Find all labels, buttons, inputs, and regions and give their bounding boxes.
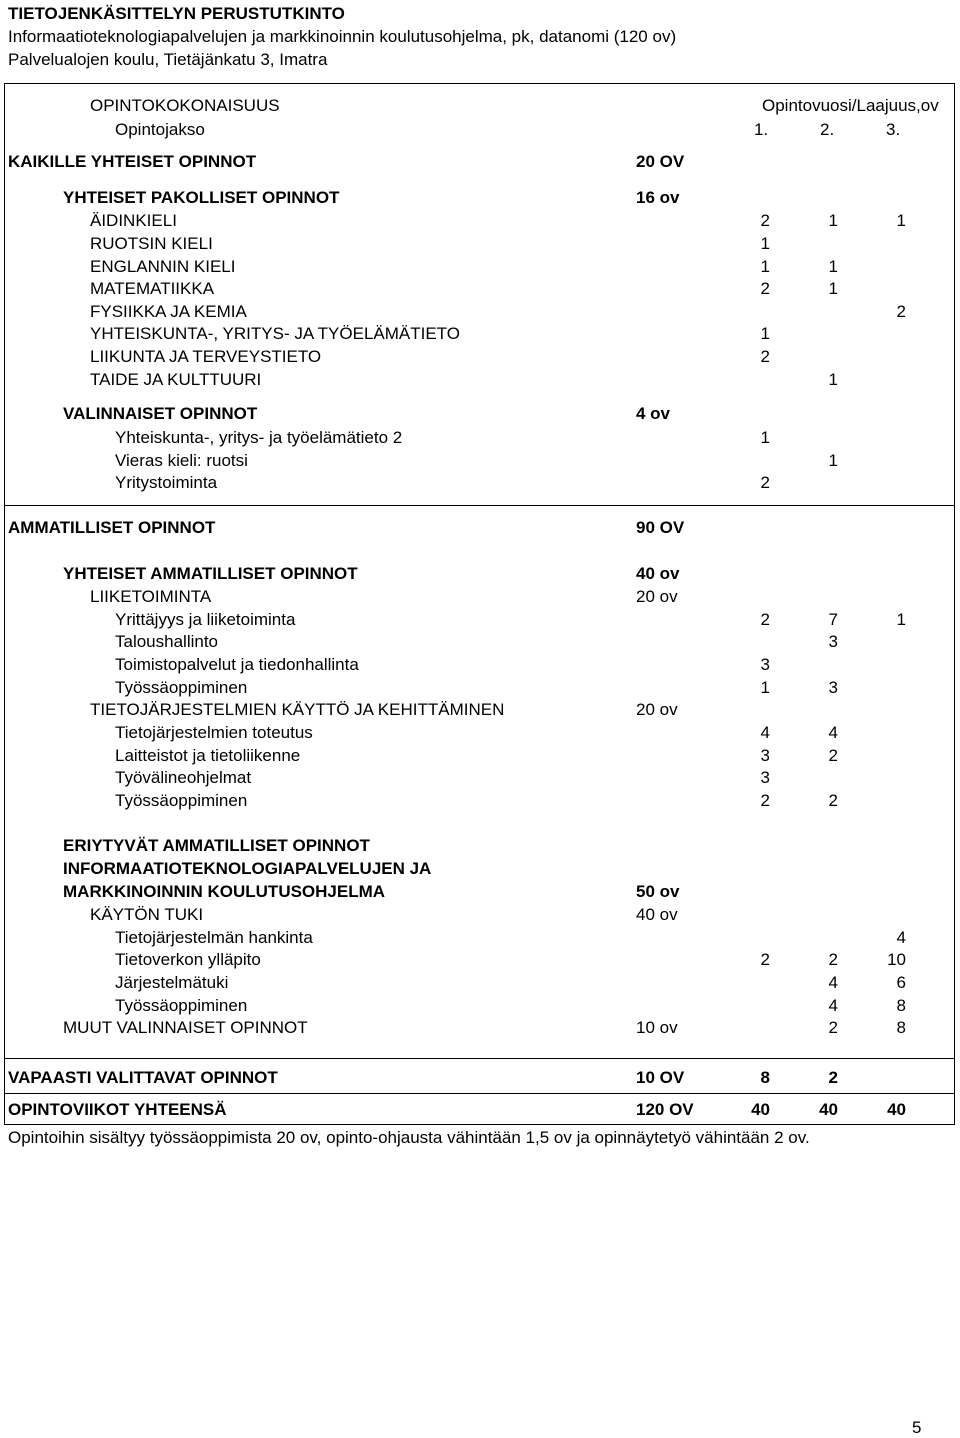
course-label: Tietojärjestelmien toteutus bbox=[115, 723, 313, 742]
scope-value: 50 ov bbox=[636, 882, 680, 901]
course-label: Yhteiskunta-, yritys- ja työelämätieto 2 bbox=[115, 428, 403, 447]
course-label: LIIKUNTA JA TERVEYSTIETO bbox=[90, 347, 322, 366]
year-2-value: 2 bbox=[828, 950, 838, 969]
subsection-label: YHTEISET PAKOLLISET OPINNOT bbox=[63, 188, 340, 207]
year-1-value: 8 bbox=[760, 1068, 770, 1087]
column-header-course: Opintojakso bbox=[115, 120, 205, 139]
year-3-value: 8 bbox=[896, 996, 906, 1015]
footnote: Opintoihin sisältyy työssäoppimista 20 ov, opinto-ohjausta vähintään 1,5 ov ja opinnäytetyö vähintään 2 ov. bbox=[8, 1128, 810, 1147]
year-2-value: 1 bbox=[828, 370, 838, 389]
module-label: LIIKETOIMINTA bbox=[90, 587, 212, 606]
year-3-value: 8 bbox=[896, 1018, 906, 1037]
year-2-value: 7 bbox=[828, 610, 838, 629]
year-1-value: 2 bbox=[760, 791, 770, 810]
year-1-value: 2 bbox=[760, 211, 770, 230]
table-divider bbox=[4, 505, 955, 506]
year-2-value: 1 bbox=[828, 257, 838, 276]
column-header-year-2: 2. bbox=[820, 120, 835, 139]
scope-value: 40 ov bbox=[636, 905, 678, 924]
year-1-value: 40 bbox=[751, 1100, 770, 1119]
course-label: Tietojärjestelmän hankinta bbox=[115, 928, 313, 947]
course-label: Taloushallinto bbox=[115, 632, 219, 651]
year-2-value: 2 bbox=[828, 791, 838, 810]
year-1-value: 3 bbox=[760, 768, 770, 787]
scope-value: 10 OV bbox=[636, 1068, 685, 1087]
column-header-year-3: 3. bbox=[886, 120, 901, 139]
course-label: RUOTSIN KIELI bbox=[90, 234, 213, 253]
column-header-module: OPINTOKOKONAISUUS bbox=[90, 96, 280, 115]
course-label: Järjestelmätuki bbox=[115, 973, 229, 992]
section-label: KAIKILLE YHTEISET OPINNOT bbox=[8, 152, 257, 171]
scope-value: 16 ov bbox=[636, 188, 680, 207]
year-1-value: 2 bbox=[760, 473, 770, 492]
total-label: OPINTOVIIKOT YHTEENSÄ bbox=[8, 1100, 227, 1119]
course-label: YHTEISKUNTA-, YRITYS- JA TYÖELÄMÄTIETO bbox=[90, 324, 460, 343]
year-2-value: 1 bbox=[828, 211, 838, 230]
column-header-year-scope: Opintovuosi/Laajuus,ov bbox=[762, 96, 939, 115]
year-2-value: 2 bbox=[828, 1018, 838, 1037]
module-label: MUUT VALINNAISET OPINNOT bbox=[63, 1018, 308, 1037]
year-1-value: 1 bbox=[760, 428, 770, 447]
course-label: Tietoverkon ylläpito bbox=[115, 950, 261, 969]
year-3-value: 1 bbox=[896, 610, 906, 629]
program-name: Informaatioteknologiapalvelujen ja markkinoinnin koulutusohjelma, pk, datanomi (120 ov) bbox=[8, 27, 677, 46]
year-1-value: 1 bbox=[760, 234, 770, 253]
year-2-value: 2 bbox=[828, 746, 838, 765]
table-divider bbox=[4, 1093, 955, 1094]
section-label: AMMATILLISET OPINNOT bbox=[8, 518, 216, 537]
scope-value: 20 OV bbox=[636, 152, 685, 171]
year-3-value: 10 bbox=[887, 950, 906, 969]
year-1-value: 2 bbox=[760, 950, 770, 969]
year-2-value: 40 bbox=[819, 1100, 838, 1119]
scope-value: 4 ov bbox=[636, 404, 671, 423]
course-label: ENGLANNIN KIELI bbox=[90, 257, 236, 276]
year-1-value: 4 bbox=[760, 723, 770, 742]
subsection-label: YHTEISET AMMATILLISET OPINNOT bbox=[63, 564, 358, 583]
year-2-value: 4 bbox=[828, 996, 838, 1015]
module-label: KÄYTÖN TUKI bbox=[90, 905, 204, 924]
scope-value: 120 OV bbox=[636, 1100, 694, 1119]
column-header-year-1: 1. bbox=[754, 120, 769, 139]
course-label: FYSIIKKA JA KEMIA bbox=[90, 302, 247, 321]
course-label: Yrittäjyys ja liiketoiminta bbox=[115, 610, 296, 629]
school-address: Palvelualojen koulu, Tietäjänkatu 3, Imatra bbox=[8, 50, 328, 69]
subsection-label: INFORMAATIOTEKNOLOGIAPALVELUJEN JA bbox=[63, 859, 432, 878]
year-1-value: 1 bbox=[760, 324, 770, 343]
year-3-value: 2 bbox=[896, 302, 906, 321]
year-1-value: 2 bbox=[760, 610, 770, 629]
year-1-value: 2 bbox=[760, 347, 770, 366]
course-label: Yritystoiminta bbox=[115, 473, 218, 492]
year-2-value: 4 bbox=[828, 973, 838, 992]
year-1-value: 3 bbox=[760, 655, 770, 674]
year-3-value: 4 bbox=[896, 928, 906, 947]
course-label: Työssäoppiminen bbox=[115, 791, 248, 810]
subsection-label: MARKKINOINNIN KOULUTUSOHJELMA bbox=[63, 882, 386, 901]
subsection-label: ERIYTYVÄT AMMATILLISET OPINNOT bbox=[63, 836, 370, 855]
year-2-value: 3 bbox=[828, 632, 838, 651]
course-label: ÄIDINKIELI bbox=[90, 211, 177, 230]
course-label: Vieras kieli: ruotsi bbox=[115, 451, 248, 470]
year-1-value: 2 bbox=[760, 279, 770, 298]
scope-value: 40 ov bbox=[636, 564, 680, 583]
year-3-value: 1 bbox=[896, 211, 906, 230]
scope-value: 20 ov bbox=[636, 587, 678, 606]
course-label: TAIDE JA KULTTUURI bbox=[90, 370, 262, 389]
course-label: Toimistopalvelut ja tiedonhallinta bbox=[115, 655, 359, 674]
year-3-value: 6 bbox=[896, 973, 906, 992]
course-label: Työvälineohjelmat bbox=[115, 768, 252, 787]
document-title: TIETOJENKÄSITTELYN PERUSTUTKINTO bbox=[8, 4, 345, 23]
year-1-value: 1 bbox=[760, 678, 770, 697]
course-label: Työssäoppiminen bbox=[115, 996, 248, 1015]
subsection-label: VALINNAISET OPINNOT bbox=[63, 404, 258, 423]
course-label: MATEMATIIKKA bbox=[90, 279, 215, 298]
page-number: 5 bbox=[912, 1418, 922, 1437]
year-2-value: 3 bbox=[828, 678, 838, 697]
scope-value: 90 OV bbox=[636, 518, 685, 537]
course-label: Laitteistot ja tietoliikenne bbox=[115, 746, 301, 765]
year-2-value: 1 bbox=[828, 451, 838, 470]
year-2-value: 4 bbox=[828, 723, 838, 742]
scope-value: 10 ov bbox=[636, 1018, 678, 1037]
year-2-value: 1 bbox=[828, 279, 838, 298]
course-label: Työssäoppiminen bbox=[115, 678, 248, 697]
scope-value: 20 ov bbox=[636, 700, 678, 719]
module-label: TIETOJÄRJESTELMIEN KÄYTTÖ JA KEHITTÄMINEN bbox=[90, 700, 505, 719]
year-1-value: 1 bbox=[760, 257, 770, 276]
year-3-value: 40 bbox=[887, 1100, 906, 1119]
table-divider bbox=[4, 1058, 955, 1059]
year-1-value: 3 bbox=[760, 746, 770, 765]
total-label: VAPAASTI VALITTAVAT OPINNOT bbox=[8, 1068, 278, 1087]
year-2-value: 2 bbox=[828, 1068, 838, 1087]
